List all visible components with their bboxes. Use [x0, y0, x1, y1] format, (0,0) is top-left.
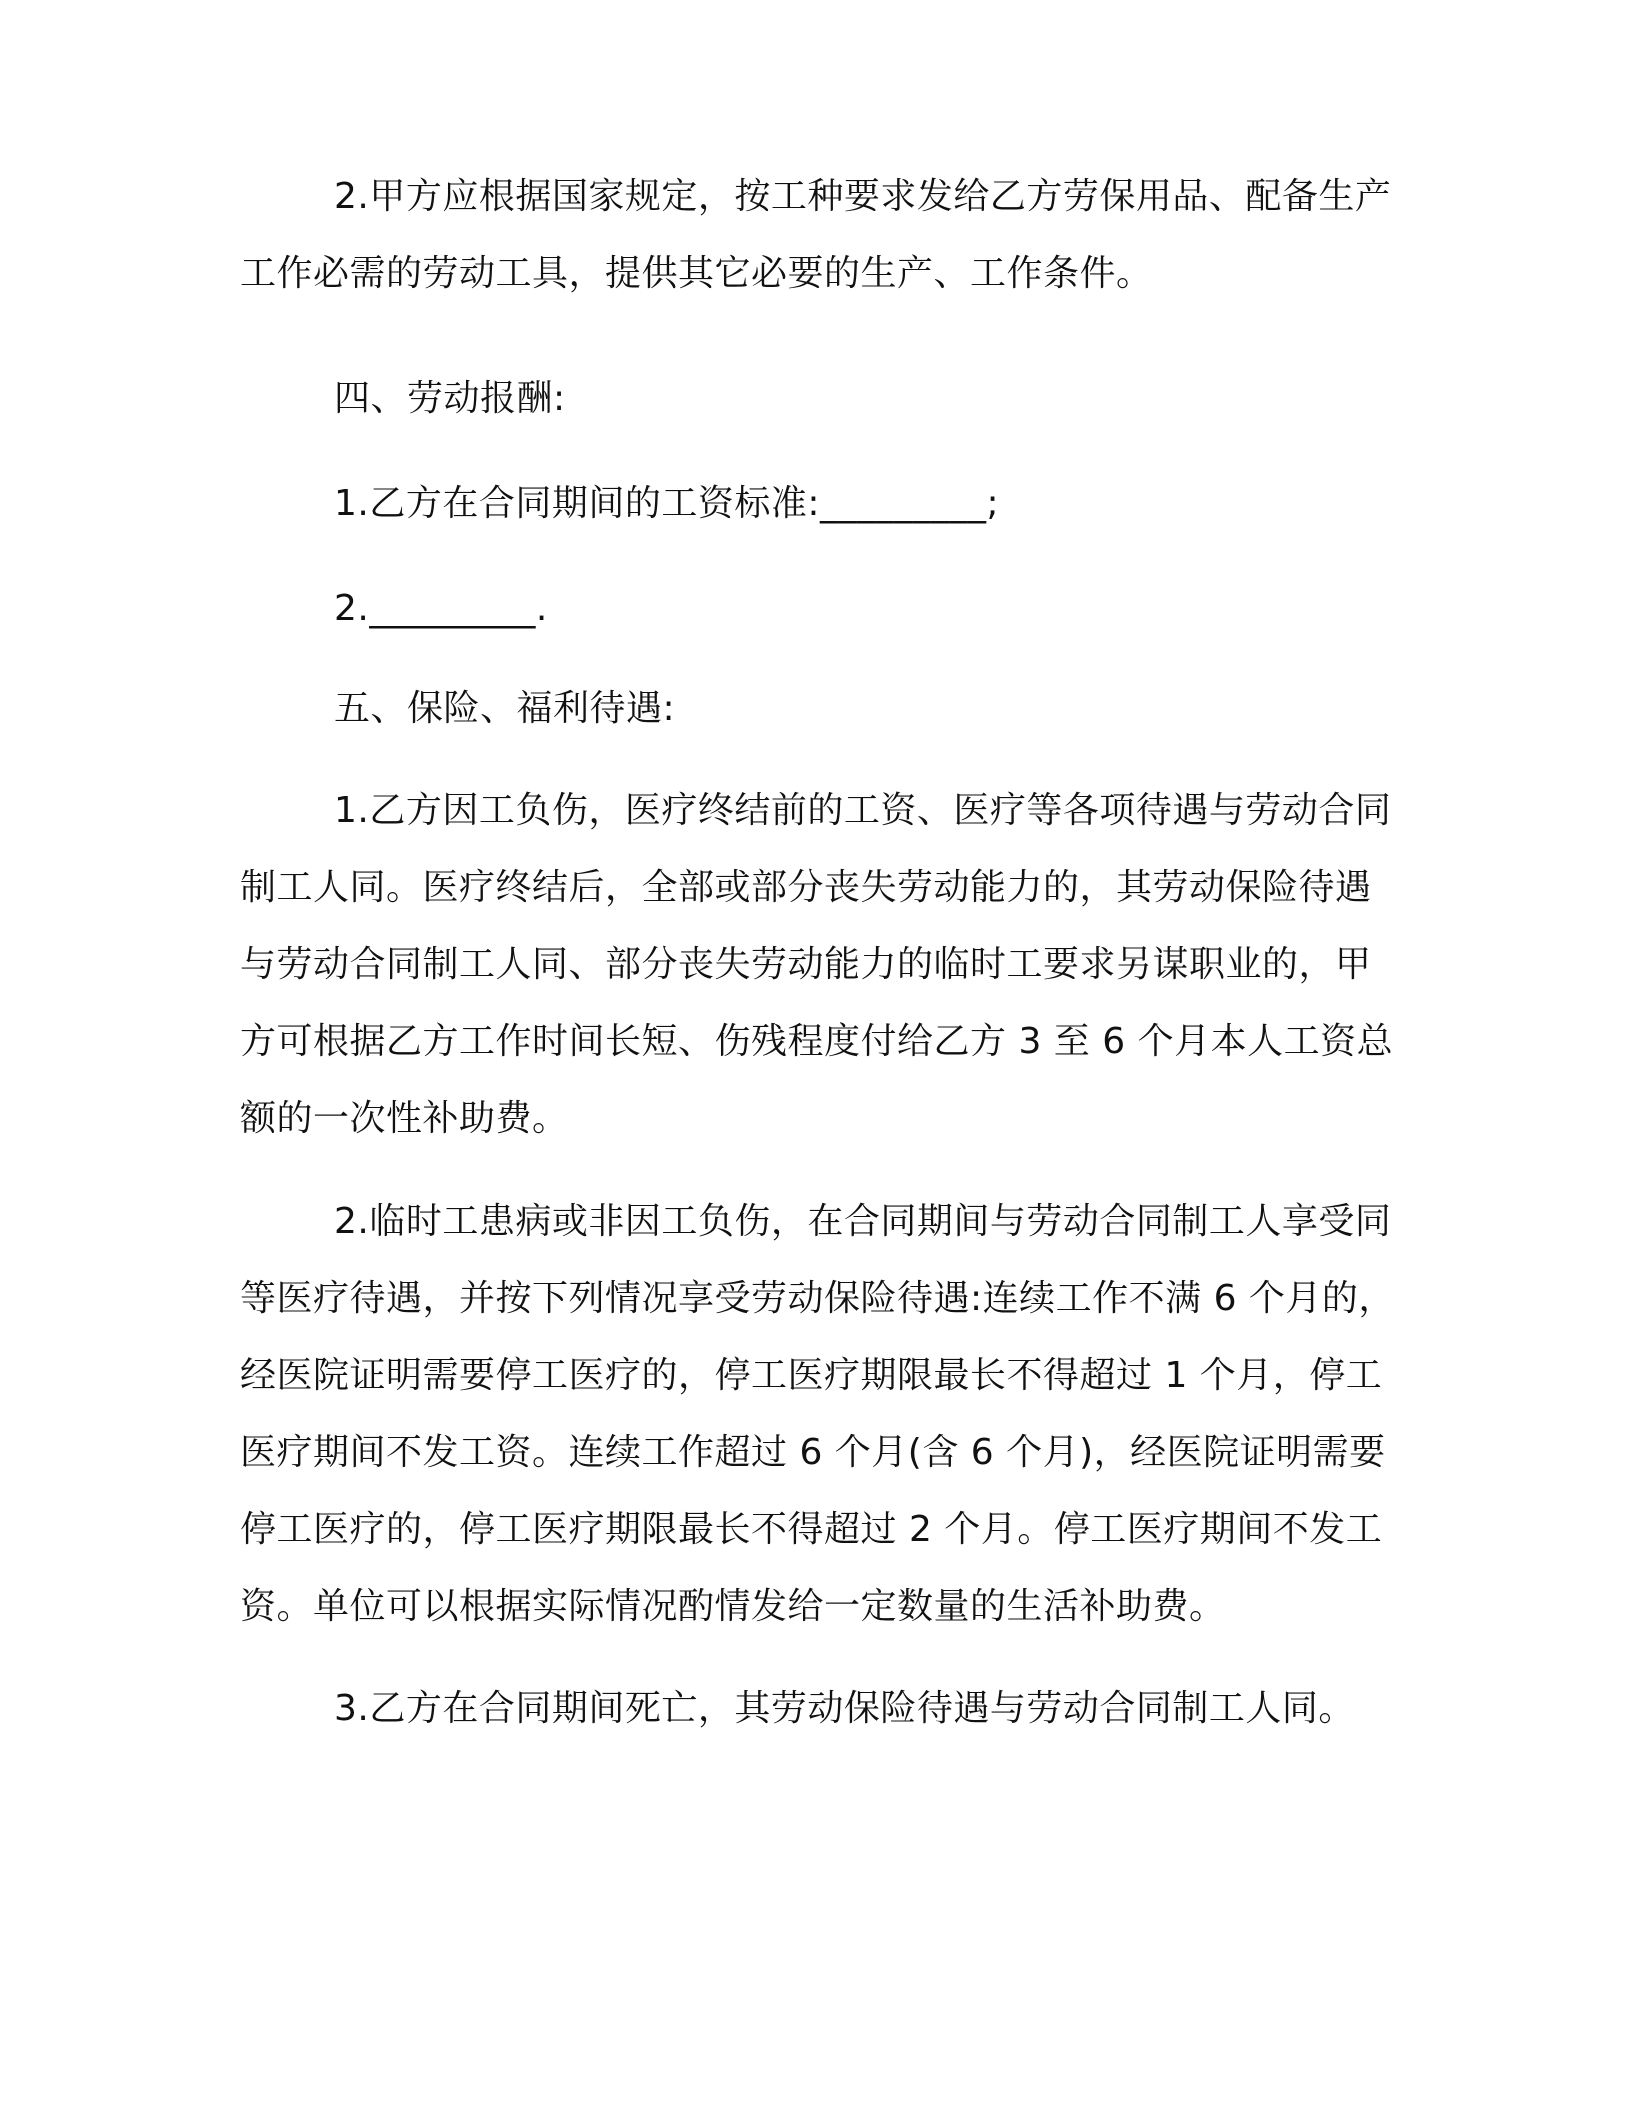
paragraph-labor-protection: 2.甲方应根据国家规定，按工种要求发给乙方劳保用品、配备生产工作必需的劳动工具，提供其它必要的生产、工作条件。	[240, 176, 1392, 294]
paragraph-wage-standard: 1.乙方在合同期间的工资标准:_________;	[334, 483, 1000, 524]
paragraph-illness-treatment: 2.临时工患病或非因工负伤，在合同期间与劳动合同制工人享受同等医疗待遇，并按下列情况享受劳动保险待遇:连续工作不满 6 个月的，经医院证明需要停工医疗的，停工医疗期限最长不得超过 1 个月，停工医疗期间不发工资。连续工作超过 6 个月(含 6 个月)，经医院证明需要停工医疗的，停工医疗期限最长不得超过 2 个月。停工医疗期间不发工资。单位可以根据实际情况酌情发给一定数量的生活补助费。	[240, 1201, 1395, 1627]
paragraph-work-injury: 1.乙方因工负伤，医疗终结前的工资、医疗等各项待遇与劳动合同制工人同。医疗终结后，全部或部分丧失劳动能力的，其劳动保险待遇与劳动合同制工人同、部分丧失劳动能力的临时工要求另谋职业的，甲方可根据乙方工作时间长短、伤残程度付给乙方 3 至 6 个月本人工资总额的一次性补助费。	[240, 790, 1394, 1139]
paragraph-death-benefits: 3.乙方在合同期间死亡，其劳动保险待遇与劳动合同制工人同。	[334, 1688, 1355, 1729]
section-heading-remuneration: 四、劳动报酬:	[334, 378, 566, 419]
section-heading-insurance: 五、保险、福利待遇:	[334, 688, 676, 729]
paragraph-remuneration-item-2: 2._________.	[334, 588, 548, 629]
